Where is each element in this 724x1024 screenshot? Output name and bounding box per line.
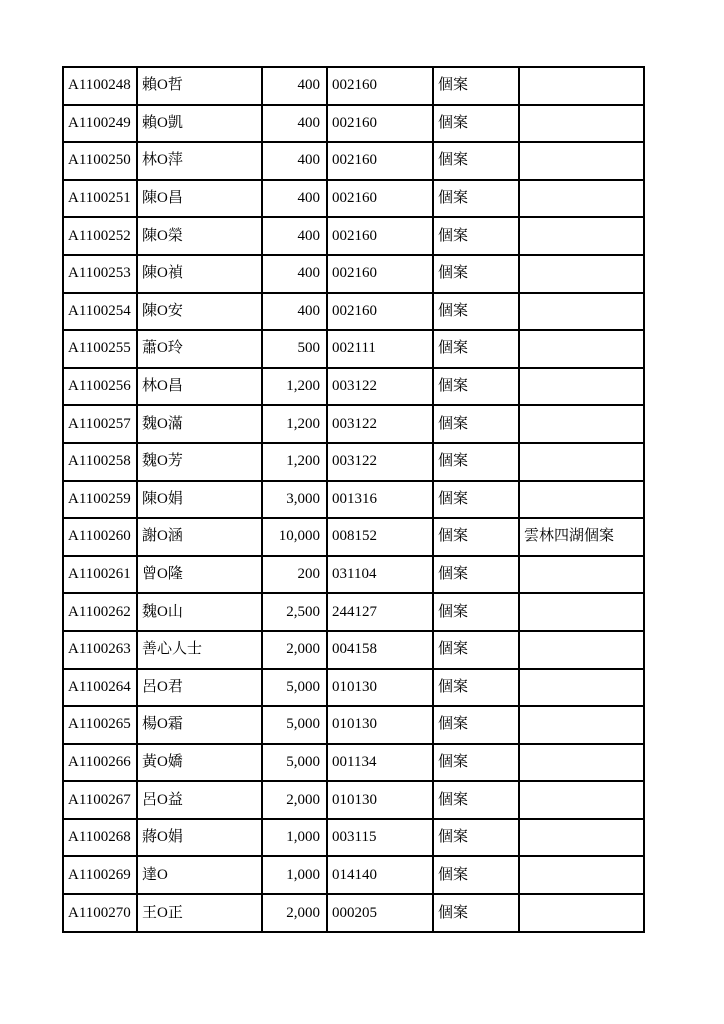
- table-row: [63, 443, 644, 481]
- cell-name: 呂O益: [137, 781, 262, 819]
- cell-name: 陳O榮: [137, 217, 262, 255]
- cell-note: [519, 180, 644, 218]
- cell-id: A1100269: [63, 856, 137, 894]
- cell-note: [519, 481, 644, 519]
- cell-note: [519, 293, 644, 331]
- cell-code: 010130: [327, 669, 433, 707]
- cell-note: [519, 593, 644, 631]
- cell-id: A1100262: [63, 593, 137, 631]
- table-row: [63, 330, 644, 368]
- table-row: [63, 67, 644, 105]
- table-row: [63, 142, 644, 180]
- cell-name: 林O萍: [137, 142, 262, 180]
- cell-note: [519, 856, 644, 894]
- cell-type: 個案: [433, 105, 519, 143]
- cell-amount: 1,000: [262, 856, 327, 894]
- cell-note: [519, 819, 644, 857]
- cell-type: 個案: [433, 593, 519, 631]
- cell-amount: 2,000: [262, 894, 327, 932]
- cell-name: 黃O嬌: [137, 744, 262, 782]
- cell-code: 002160: [327, 180, 433, 218]
- cell-amount: 2,500: [262, 593, 327, 631]
- donation-records-table: [62, 66, 645, 933]
- cell-code: 003122: [327, 443, 433, 481]
- cell-note: 雲林四湖個案: [519, 518, 644, 556]
- cell-amount: 2,000: [262, 781, 327, 819]
- cell-type: 個案: [433, 706, 519, 744]
- table-row: [63, 518, 644, 556]
- cell-id: A1100253: [63, 255, 137, 293]
- cell-type: 個案: [433, 67, 519, 105]
- cell-code: 003115: [327, 819, 433, 857]
- cell-amount: 400: [262, 180, 327, 218]
- table-row: [63, 669, 644, 707]
- cell-note: [519, 706, 644, 744]
- cell-amount: 500: [262, 330, 327, 368]
- cell-type: 個案: [433, 330, 519, 368]
- cell-name: 魏O滿: [137, 405, 262, 443]
- cell-type: 個案: [433, 142, 519, 180]
- table-row: [63, 368, 644, 406]
- cell-type: 個案: [433, 894, 519, 932]
- cell-id: A1100255: [63, 330, 137, 368]
- cell-id: A1100248: [63, 67, 137, 105]
- cell-type: 個案: [433, 217, 519, 255]
- cell-type: 個案: [433, 293, 519, 331]
- table-row: [63, 405, 644, 443]
- cell-name: 謝O涵: [137, 518, 262, 556]
- cell-id: A1100261: [63, 556, 137, 594]
- table-row: [63, 255, 644, 293]
- cell-id: A1100265: [63, 706, 137, 744]
- cell-code: 000205: [327, 894, 433, 932]
- cell-type: 個案: [433, 556, 519, 594]
- cell-code: 010130: [327, 781, 433, 819]
- cell-note: [519, 744, 644, 782]
- cell-note: [519, 669, 644, 707]
- cell-amount: 400: [262, 255, 327, 293]
- cell-name: 魏O芳: [137, 443, 262, 481]
- cell-code: 002160: [327, 142, 433, 180]
- table-row: [63, 781, 644, 819]
- table-row: [63, 556, 644, 594]
- table-row: [63, 894, 644, 932]
- cell-amount: 10,000: [262, 518, 327, 556]
- cell-amount: 400: [262, 293, 327, 331]
- cell-code: 002160: [327, 67, 433, 105]
- table-row: [63, 856, 644, 894]
- cell-type: 個案: [433, 819, 519, 857]
- cell-type: 個案: [433, 180, 519, 218]
- table-row: [63, 217, 644, 255]
- cell-amount: 5,000: [262, 744, 327, 782]
- cell-id: A1100270: [63, 894, 137, 932]
- cell-name: 王O正: [137, 894, 262, 932]
- cell-amount: 400: [262, 217, 327, 255]
- cell-id: A1100267: [63, 781, 137, 819]
- cell-note: [519, 330, 644, 368]
- table-row: [63, 706, 644, 744]
- cell-code: 003122: [327, 405, 433, 443]
- cell-name: 賴O哲: [137, 67, 262, 105]
- cell-note: [519, 631, 644, 669]
- cell-type: 個案: [433, 744, 519, 782]
- cell-id: A1100257: [63, 405, 137, 443]
- cell-note: [519, 405, 644, 443]
- cell-code: 008152: [327, 518, 433, 556]
- cell-code: 004158: [327, 631, 433, 669]
- cell-code: 002111: [327, 330, 433, 368]
- cell-note: [519, 781, 644, 819]
- cell-type: 個案: [433, 669, 519, 707]
- cell-id: A1100259: [63, 481, 137, 519]
- cell-code: 002160: [327, 105, 433, 143]
- table-row: [63, 819, 644, 857]
- cell-id: A1100266: [63, 744, 137, 782]
- cell-type: 個案: [433, 631, 519, 669]
- cell-amount: 1,200: [262, 443, 327, 481]
- cell-name: 蔣O娟: [137, 819, 262, 857]
- cell-id: A1100251: [63, 180, 137, 218]
- cell-code: 002160: [327, 293, 433, 331]
- cell-name: 楊O霜: [137, 706, 262, 744]
- cell-code: 014140: [327, 856, 433, 894]
- cell-amount: 5,000: [262, 706, 327, 744]
- table-row: [63, 481, 644, 519]
- table-body: [63, 67, 644, 932]
- cell-type: 個案: [433, 781, 519, 819]
- cell-code: 244127: [327, 593, 433, 631]
- cell-name: 善心人士: [137, 631, 262, 669]
- cell-code: 031104: [327, 556, 433, 594]
- cell-type: 個案: [433, 405, 519, 443]
- cell-code: 002160: [327, 255, 433, 293]
- cell-note: [519, 142, 644, 180]
- cell-id: A1100264: [63, 669, 137, 707]
- cell-amount: 3,000: [262, 481, 327, 519]
- cell-code: 002160: [327, 217, 433, 255]
- cell-name: 曾O隆: [137, 556, 262, 594]
- cell-amount: 400: [262, 105, 327, 143]
- table-row: [63, 631, 644, 669]
- cell-amount: 1,000: [262, 819, 327, 857]
- cell-note: [519, 443, 644, 481]
- cell-amount: 2,000: [262, 631, 327, 669]
- cell-name: 陳O昌: [137, 180, 262, 218]
- cell-note: [519, 105, 644, 143]
- cell-id: A1100250: [63, 142, 137, 180]
- cell-amount: 400: [262, 67, 327, 105]
- cell-code: 001134: [327, 744, 433, 782]
- cell-id: A1100254: [63, 293, 137, 331]
- cell-note: [519, 67, 644, 105]
- cell-code: 003122: [327, 368, 433, 406]
- cell-type: 個案: [433, 856, 519, 894]
- cell-name: 陳O安: [137, 293, 262, 331]
- table-row: [63, 105, 644, 143]
- cell-amount: 400: [262, 142, 327, 180]
- cell-note: [519, 217, 644, 255]
- cell-name: 達O: [137, 856, 262, 894]
- cell-id: A1100268: [63, 819, 137, 857]
- cell-id: A1100249: [63, 105, 137, 143]
- cell-id: A1100252: [63, 217, 137, 255]
- cell-name: 陳O娟: [137, 481, 262, 519]
- cell-id: A1100256: [63, 368, 137, 406]
- cell-name: 呂O君: [137, 669, 262, 707]
- cell-code: 001316: [327, 481, 433, 519]
- cell-id: A1100258: [63, 443, 137, 481]
- table-row: [63, 593, 644, 631]
- cell-note: [519, 894, 644, 932]
- cell-amount: 1,200: [262, 405, 327, 443]
- cell-id: A1100263: [63, 631, 137, 669]
- cell-name: 賴O凱: [137, 105, 262, 143]
- cell-type: 個案: [433, 255, 519, 293]
- cell-name: 蕭O玲: [137, 330, 262, 368]
- table-row: [63, 293, 644, 331]
- cell-amount: 200: [262, 556, 327, 594]
- cell-note: [519, 368, 644, 406]
- cell-name: 陳O禎: [137, 255, 262, 293]
- cell-name: 魏O山: [137, 593, 262, 631]
- table-row: [63, 180, 644, 218]
- cell-code: 010130: [327, 706, 433, 744]
- cell-note: [519, 556, 644, 594]
- cell-type: 個案: [433, 481, 519, 519]
- cell-amount: 5,000: [262, 669, 327, 707]
- table-row: [63, 744, 644, 782]
- cell-name: 林O昌: [137, 368, 262, 406]
- cell-type: 個案: [433, 368, 519, 406]
- cell-type: 個案: [433, 443, 519, 481]
- cell-note: [519, 255, 644, 293]
- cell-id: A1100260: [63, 518, 137, 556]
- cell-type: 個案: [433, 518, 519, 556]
- cell-amount: 1,200: [262, 368, 327, 406]
